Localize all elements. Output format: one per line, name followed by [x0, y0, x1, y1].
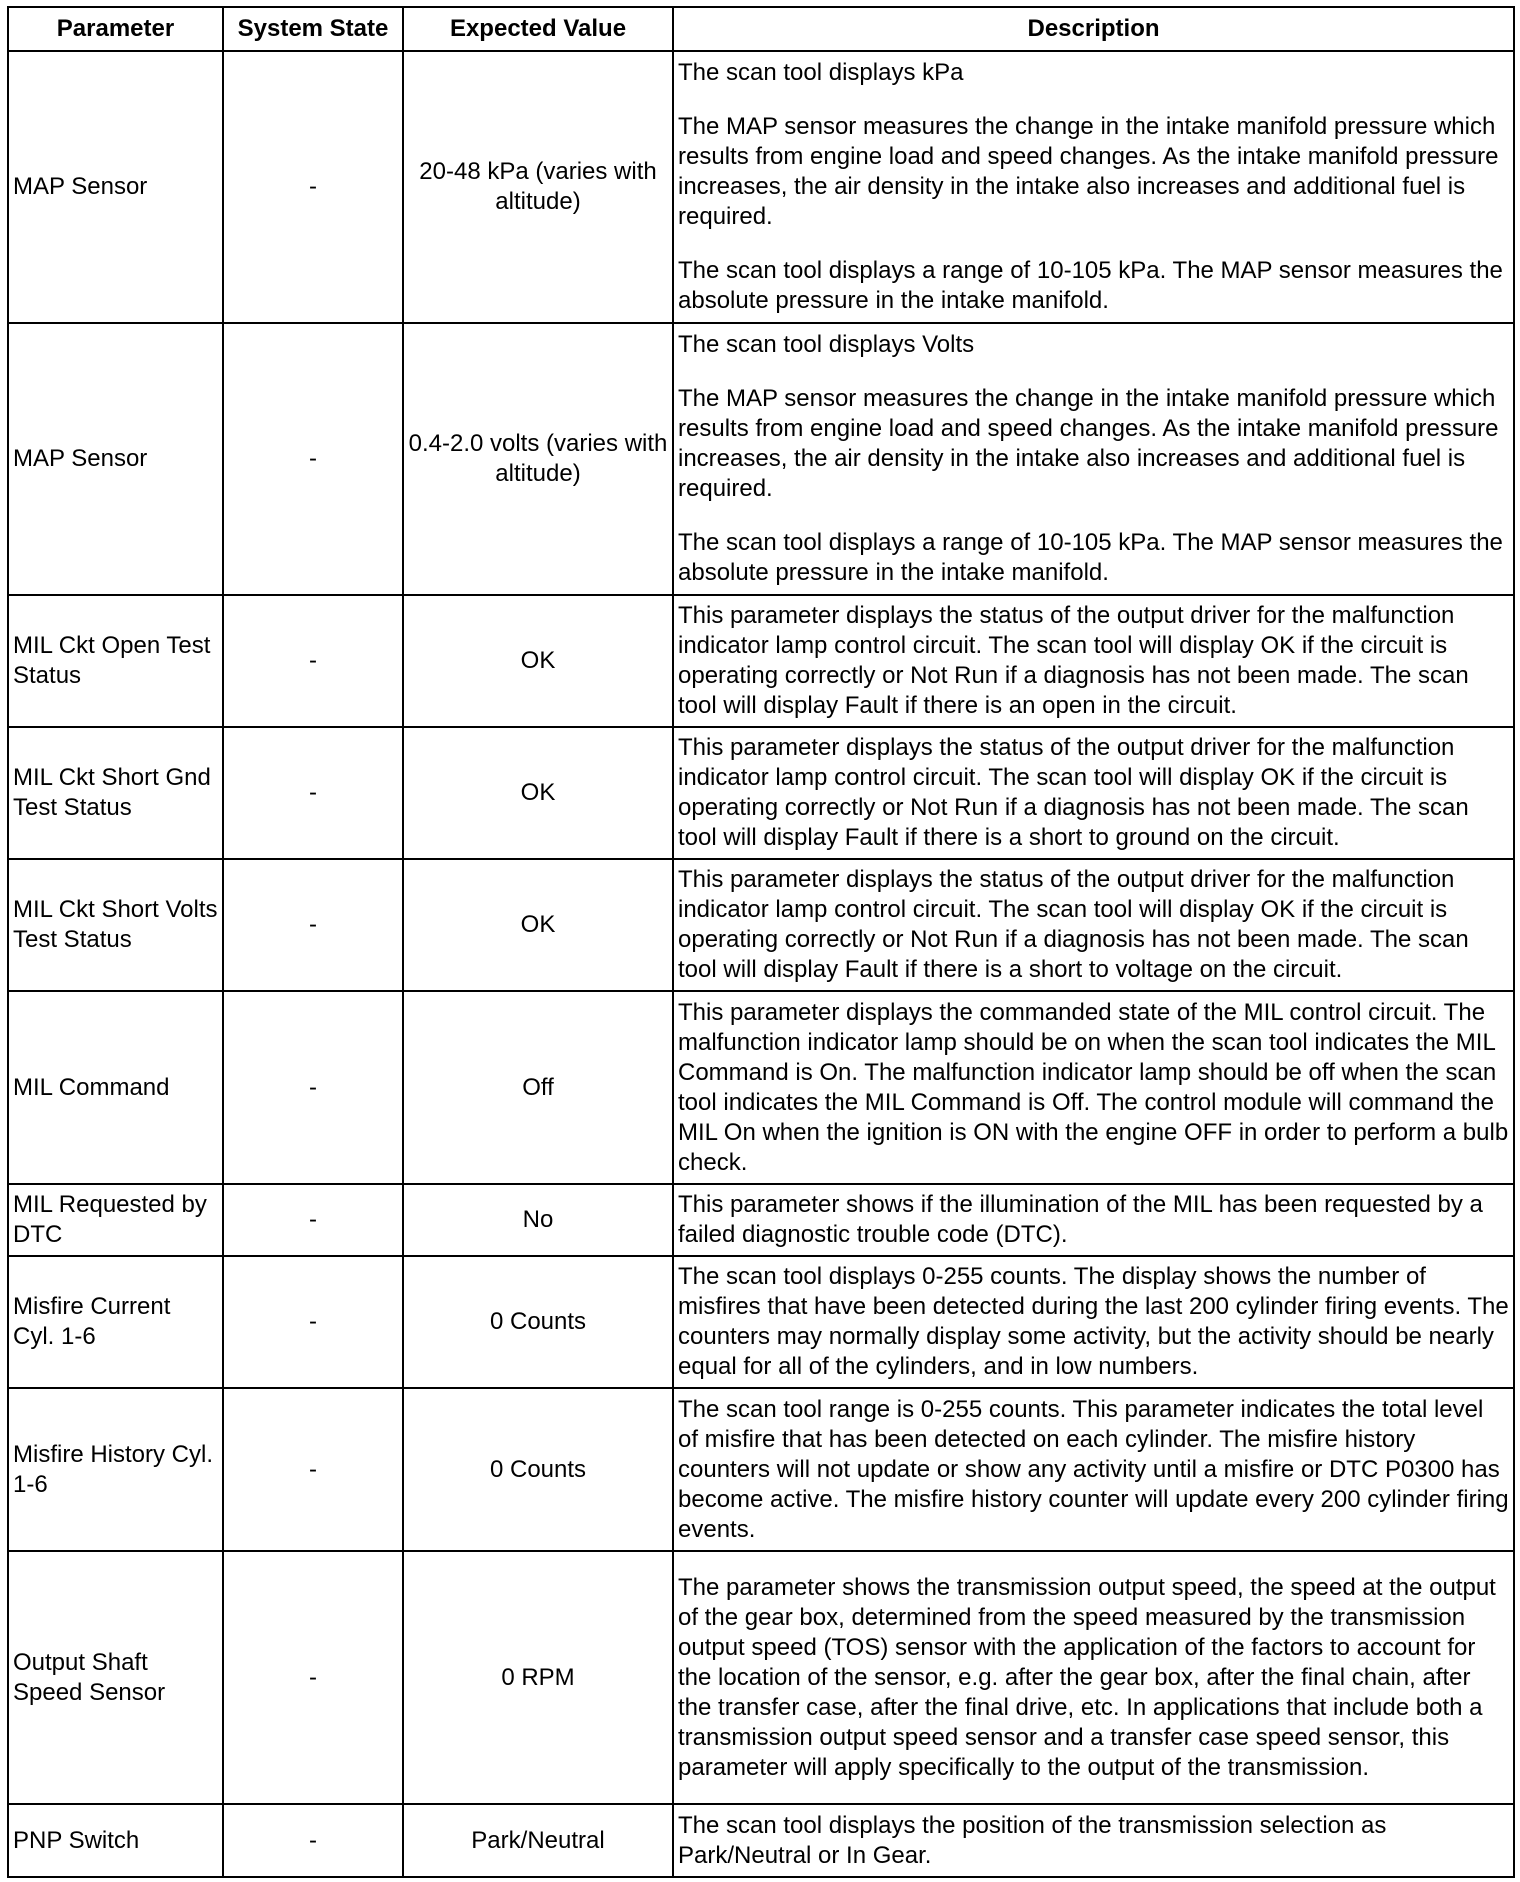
table-row: [8, 1256, 1514, 1388]
description-paragraph: This parameter displays the status of the output driver for the malfunction indicator lamp control circuit. The scan tool will display OK if the circuit is operating correctly or Not Run if a diagnosis has not been made. The scan tool will display Fault if there is a short to ground on the circuit.: [678, 734, 1469, 851]
table-row: [8, 991, 1514, 1184]
description-cell: [673, 323, 1514, 595]
expected-value-cell: OK: [403, 859, 673, 991]
description-paragraph: The scan tool range is 0-255 counts. This parameter indicates the total level of misfire that has been detected on each cylinder. The misfire history counters will not update or show any activity until a misfire or DTC P0300 has become active. The misfire history counter will update every 200 cylinder firing events.: [678, 1395, 1509, 1543]
description-cell: [673, 859, 1514, 991]
table-row: [8, 1388, 1514, 1551]
system-state-cell: -: [223, 727, 403, 859]
parameter-cell: MAP Sensor: [8, 323, 223, 595]
system-state-cell: -: [223, 859, 403, 991]
system-state-cell: -: [223, 991, 403, 1184]
description-paragraph: The scan tool displays a range of 10-105 kPa. The MAP sensor measures the absolute pressure in the intake manifold.: [678, 257, 1503, 314]
description-cell: [673, 1388, 1514, 1551]
description-cell: [673, 595, 1514, 727]
table-body: [8, 51, 1514, 1877]
expected-value-cell: 0 RPM: [403, 1551, 673, 1804]
description-cell: [673, 1551, 1514, 1804]
parameter-table: [7, 6, 1515, 1878]
system-state-cell: -: [223, 1388, 403, 1551]
description-paragraph: The scan tool displays Volts: [678, 331, 975, 358]
system-state-cell: -: [223, 51, 403, 323]
description-cell: [673, 51, 1514, 323]
table-row: [8, 1551, 1514, 1804]
description-paragraph: This parameter displays the commanded state of the MIL control circuit. The malfunction indicator lamp should be on when the scan tool indicates the MIL Command is On. The malfunction indicator lamp should be off when the scan tool indicates the MIL Command is Off. The control module will command the MIL On when the ignition is ON with the engine OFF in order to perform a bulb check.: [678, 998, 1509, 1176]
expected-value-cell: OK: [403, 595, 673, 727]
expected-value-cell: OK: [403, 727, 673, 859]
description-cell: [673, 1184, 1514, 1256]
expected-value-cell: Park/Neutral: [403, 1804, 673, 1877]
parameter-cell: Output Shaft Speed Sensor: [8, 1551, 223, 1804]
description-cell: [673, 1804, 1514, 1877]
parameter-cell: PNP Switch: [8, 1804, 223, 1877]
expected-value-cell: No: [403, 1184, 673, 1256]
parameter-cell: MIL Requested by DTC: [8, 1184, 223, 1256]
expected-value-cell: 20-48 kPa (varies with altitude): [403, 51, 673, 323]
header-parameter: Parameter: [8, 7, 223, 51]
description-paragraph: This parameter displays the status of the output driver for the malfunction indicator lamp control circuit. The scan tool will display OK if the circuit is operating correctly or Not Run if a diagnosis has not been made. The scan tool will display Fault if there is an open in the circuit.: [678, 602, 1469, 719]
description-paragraph: The scan tool displays 0-255 counts. The display shows the number of misfires that have been detected during the last 200 cylinder firing events. The counters may normally display some activity, but the activity should be nearly equal for all of the cylinders, and in low numbers.: [678, 1263, 1509, 1380]
description-paragraph: The MAP sensor measures the change in the intake manifold pressure which results from engine load and speed changes. As the intake manifold pressure increases, the air density in the intake also increases and additional fuel is required.: [678, 385, 1499, 502]
parameter-cell: MIL Ckt Short Gnd Test Status: [8, 727, 223, 859]
system-state-cell: -: [223, 323, 403, 595]
expected-value-cell: 0.4-2.0 volts (varies with altitude): [403, 323, 673, 595]
description-cell: [673, 727, 1514, 859]
table-row: [8, 727, 1514, 859]
header-expected-value: Expected Value: [403, 7, 673, 51]
parameter-cell: MIL Ckt Short Volts Test Status: [8, 859, 223, 991]
parameter-cell: MIL Command: [8, 991, 223, 1184]
description-paragraph: The scan tool displays the position of the transmission selection as Park/Neutral or In Gear.: [678, 1811, 1387, 1869]
description-paragraph: This parameter shows if the illumination of the MIL has been requested by a failed diagnostic trouble code (DTC).: [678, 1191, 1483, 1248]
system-state-cell: -: [223, 595, 403, 727]
description-paragraph: The parameter shows the transmission output speed, the speed at the output of the gear box, determined from the speed measured by the transmission output speed (TOS) sensor with the application of the factors to account for the location of the sensor, e.g. after the gear box, after the final chain, after the transfer case, after the final drive, etc. In applications that include both a transmission output speed sensor and a transfer case speed sensor, this parameter will apply specifically to the output of the transmission.: [678, 1573, 1496, 1781]
table-row: [8, 51, 1514, 323]
description-cell: [673, 1256, 1514, 1388]
header-description: Description: [673, 7, 1514, 51]
parameter-cell: MAP Sensor: [8, 51, 223, 323]
expected-value-cell: Off: [403, 991, 673, 1184]
expected-value-cell: 0 Counts: [403, 1388, 673, 1551]
description-paragraph: The scan tool displays a range of 10-105 kPa. The MAP sensor measures the absolute pressure in the intake manifold.: [678, 529, 1503, 586]
table-row: [8, 595, 1514, 727]
description-cell: [673, 991, 1514, 1184]
table-row: [8, 859, 1514, 991]
system-state-cell: -: [223, 1804, 403, 1877]
parameter-cell: MIL Ckt Open Test Status: [8, 595, 223, 727]
parameter-cell: Misfire History Cyl. 1-6: [8, 1388, 223, 1551]
table-row: [8, 323, 1514, 595]
table-row: [8, 1184, 1514, 1256]
description-paragraph: The scan tool displays kPa: [678, 59, 964, 86]
parameter-cell: Misfire Current Cyl. 1-6: [8, 1256, 223, 1388]
system-state-cell: -: [223, 1184, 403, 1256]
system-state-cell: -: [223, 1256, 403, 1388]
description-paragraph: The MAP sensor measures the change in the intake manifold pressure which results from engine load and speed changes. As the intake manifold pressure increases, the air density in the intake also increases and additional fuel is required.: [678, 113, 1499, 230]
system-state-cell: -: [223, 1551, 403, 1804]
header-row: [8, 7, 1514, 51]
header-system-state: System State: [223, 7, 403, 51]
expected-value-cell: 0 Counts: [403, 1256, 673, 1388]
description-paragraph: This parameter displays the status of the output driver for the malfunction indicator lamp control circuit. The scan tool will display OK if the circuit is operating correctly or Not Run if a diagnosis has not been made. The scan tool will display Fault if there is a short to voltage on the circuit.: [678, 866, 1469, 983]
table-row: [8, 1804, 1514, 1877]
